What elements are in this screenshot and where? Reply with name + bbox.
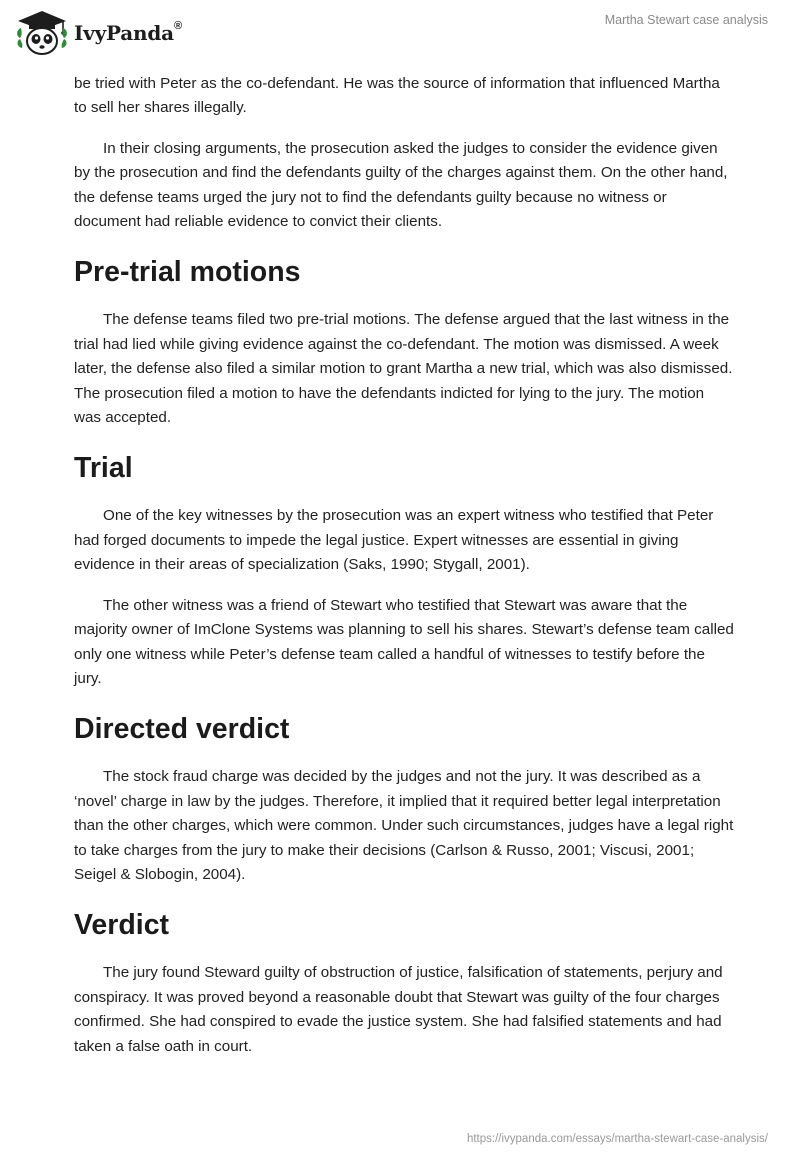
paragraph: be tried with Peter as the co-defendant. He was the source of information that influenced Martha to sell her shares illegally. [74, 75, 720, 117]
section-heading-pre-trial-motions: Pre-trial motions [74, 256, 301, 289]
paragraph: The defense teams filed two pre-trial motions. The defense argued that the last witness in the trial had lied while giving evidence against the co-defendant. The motion was dismissed. A week later, the defense also filed a similar motion to grant Martha a new trial, which was also dismissed. The prosecution filed a motion to have the defendants indicted for lying to the jury. The motion was accepted. [74, 311, 733, 427]
section-heading-trial: Trial [74, 452, 133, 485]
source-url-link[interactable]: https://ivypanda.com/essays/martha-stewart-case-analysis/ [466, 1133, 768, 1145]
section-heading-directed-verdict: Directed verdict [74, 713, 290, 746]
panda-logo-icon [14, 8, 70, 58]
document-title: Martha Stewart case analysis [604, 13, 768, 27]
paragraph: In their closing arguments, the prosecution asked the judges to consider the evidence given by the prosecution and find the defendants guilty of the charges against them. On the other hand, the defense teams urged the jury not to find the defendants guilty because no witness or document had reliable evidence to convict their clients. [74, 139, 728, 231]
essay-content [74, 72, 734, 1075]
paragraph: The other witness was a friend of Stewart who testified that Stewart was aware that the majority owner of ImClone Systems was planning to sell his shares. Stewart’s defense team called only one witness while Peter’s defense team called a handful of witnesses to testify before the jury. [74, 596, 734, 687]
brand-name: IvyPanda® [74, 20, 182, 45]
logo-link[interactable] [14, 8, 182, 58]
page-header [0, 0, 800, 70]
paragraph: The jury found Steward guilty of obstruction of justice, falsification of statements, perjury and conspiracy. It was proved beyond a reasonable doubt that Stewart was guilty of the four charges confirmed. She had conspired to evade the justice system. She had falsified statements and had taken a false oath in court. [74, 964, 723, 1055]
paragraph: The stock fraud charge was decided by the judges and not the jury. It was described as a ‘novel’ charge in law by the judges. Therefore, it implied that it required better legal interpretation than the other charges, which were common. Under such circumstances, judges have a legal right to take charges from the jury to make their decisions (Carlson & Russo, 2001; Viscusi, 2001; Seigel & Slobogin, 2004). [74, 768, 734, 883]
section-heading-verdict: Verdict [74, 909, 170, 942]
paragraph: One of the key witnesses by the prosecution was an expert witness who testified that Peter had forged documents to impede the legal justice. Expert witnesses are essential in giving evidence in their areas of specialization (Saks, 1990; Stygall, 2001). [74, 507, 714, 574]
